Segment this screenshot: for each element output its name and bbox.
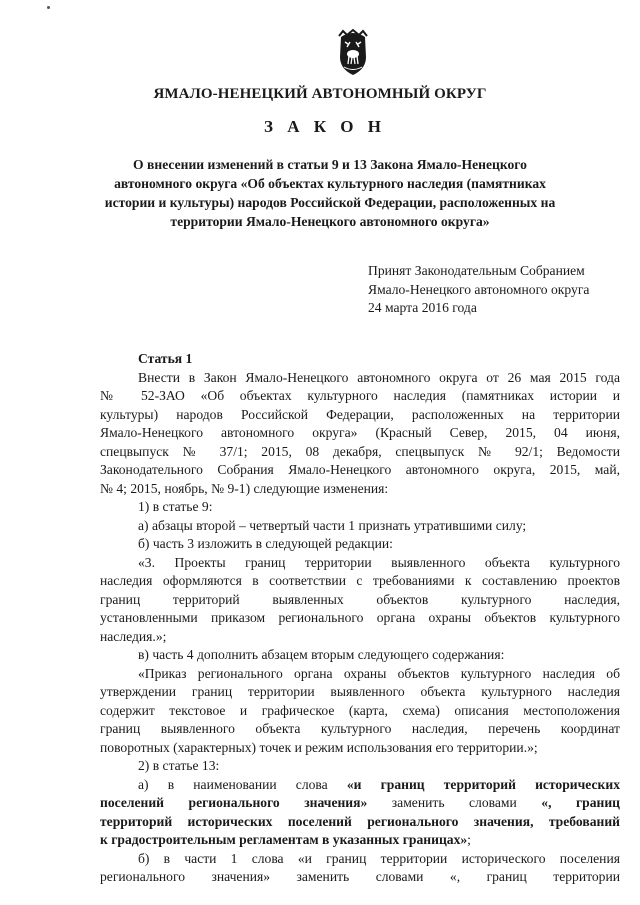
article-heading: Статья 1 — [138, 351, 193, 366]
text-line: № 52-ЗАО «Об объектах культурного наследия (памятниках истории и — [100, 388, 620, 403]
plain-text: а) в наименовании слова — [138, 776, 347, 792]
adoption-block — [368, 262, 628, 318]
text-line: № 4; 2015, ноябрь, № 9-1) следующие изменения: — [100, 480, 389, 496]
text-line: установленными приказом регионального органа охраны объектов культурного — [100, 610, 620, 625]
article-body — [100, 350, 620, 887]
list-item: б) часть 3 изложить в следующей редакции: — [138, 536, 393, 551]
quote-paragraph — [100, 554, 620, 647]
amendment-paragraph — [100, 776, 620, 850]
list-item: 2) в статье 13: — [138, 758, 220, 773]
text-line: границ территорий выявленных объектов культурного наследия, — [100, 591, 620, 607]
text-line: поворотных (характерных) точек и режим использования его территории.»; — [100, 739, 538, 755]
list-item: а) абзацы второй – четвертый части 1 признать утратившими силу; — [138, 517, 527, 533]
text-line: наследия оформляются в соответствии с требованиями к составлению проектов — [100, 573, 620, 588]
text-line: культуры) народов Российской Федерации, расположенных на территории — [100, 406, 620, 422]
text-line: Внести в Закон Ямало-Ненецкого автономного округа от 26 мая 2015 года — [138, 369, 620, 385]
adoption-line: Ямало-Ненецкого автономного округа — [368, 281, 590, 297]
list-item: в) часть 4 дополнить абзацем вторым следующего содержания: — [138, 647, 505, 662]
region-name: ЯМАЛО-НЕНЕЦКИЙ АВТОНОМНЫЙ ОКРУГ — [153, 86, 487, 102]
text-line: б) в части 1 слова «и границ территории исторического поселения — [138, 850, 620, 866]
text-line — [100, 776, 620, 795]
scan-speck — [47, 6, 50, 9]
bold-text: к градостроительным регламентам в указанных границах» — [100, 832, 468, 847]
text-line: утверждении границ территории выявленного объекта культурного наследия — [100, 684, 620, 699]
text-line: регионального значения» заменить словами «, границ территории — [100, 869, 620, 884]
quote-paragraph — [100, 665, 620, 758]
list-item: 1) в статье 9: — [138, 499, 213, 514]
bold-text: «и границ территорий исторических — [346, 776, 620, 792]
coat-of-arms-icon — [333, 27, 373, 77]
text-line: территорий исторических поселений регионального значения, требований — [100, 813, 620, 829]
text-line: наследия.»; — [100, 628, 167, 644]
text-line: содержит текстовое и графическое (карта, схема) описания местоположения — [100, 702, 620, 718]
text-line: Ямало-Ненецкого автономного округа» (Красный Север, 2015, 04 июня, — [100, 425, 620, 440]
document-type: З А К О Н — [263, 117, 387, 136]
bold-text: «, границ — [541, 795, 620, 810]
text-line — [100, 831, 620, 850]
text-line: «Приказ регионального органа охраны объектов культурного наследия об — [138, 665, 620, 681]
text-line: «3. Проекты границ территории выявленного объекта культурного — [138, 554, 620, 570]
law-title: О внесении изменений в статьи 9 и 13 Закона Ямало-Ненецкого автономного округа «Об объектах культурного наследия (памятниках истории и культуры) народов Российской Федерации, расположенных на территории Ямало-Ненецкого автономного округа» — [104, 157, 556, 229]
adoption-line: Принят Законодательным Собранием — [368, 263, 585, 278]
text-line: Законодательного Собрания Ямало-Ненецкого автономного округа, 2015, май, — [100, 462, 620, 477]
plain-text: заменить словами — [367, 795, 542, 810]
text-line — [100, 794, 620, 813]
plain-text: ; — [467, 832, 471, 847]
bold-text: поселений регионального значения» — [100, 795, 368, 810]
intro-paragraph — [100, 369, 620, 499]
adoption-date: 24 марта 2016 года — [368, 300, 477, 315]
text-line: границ выявленного объекта культурного наследия, перечень координат — [100, 721, 620, 736]
text-line: спецвыпуск № 37/1; 2015, 08 декабря, спецвыпуск № 92/1; Ведомости — [100, 443, 620, 459]
amendment-paragraph — [100, 850, 620, 887]
